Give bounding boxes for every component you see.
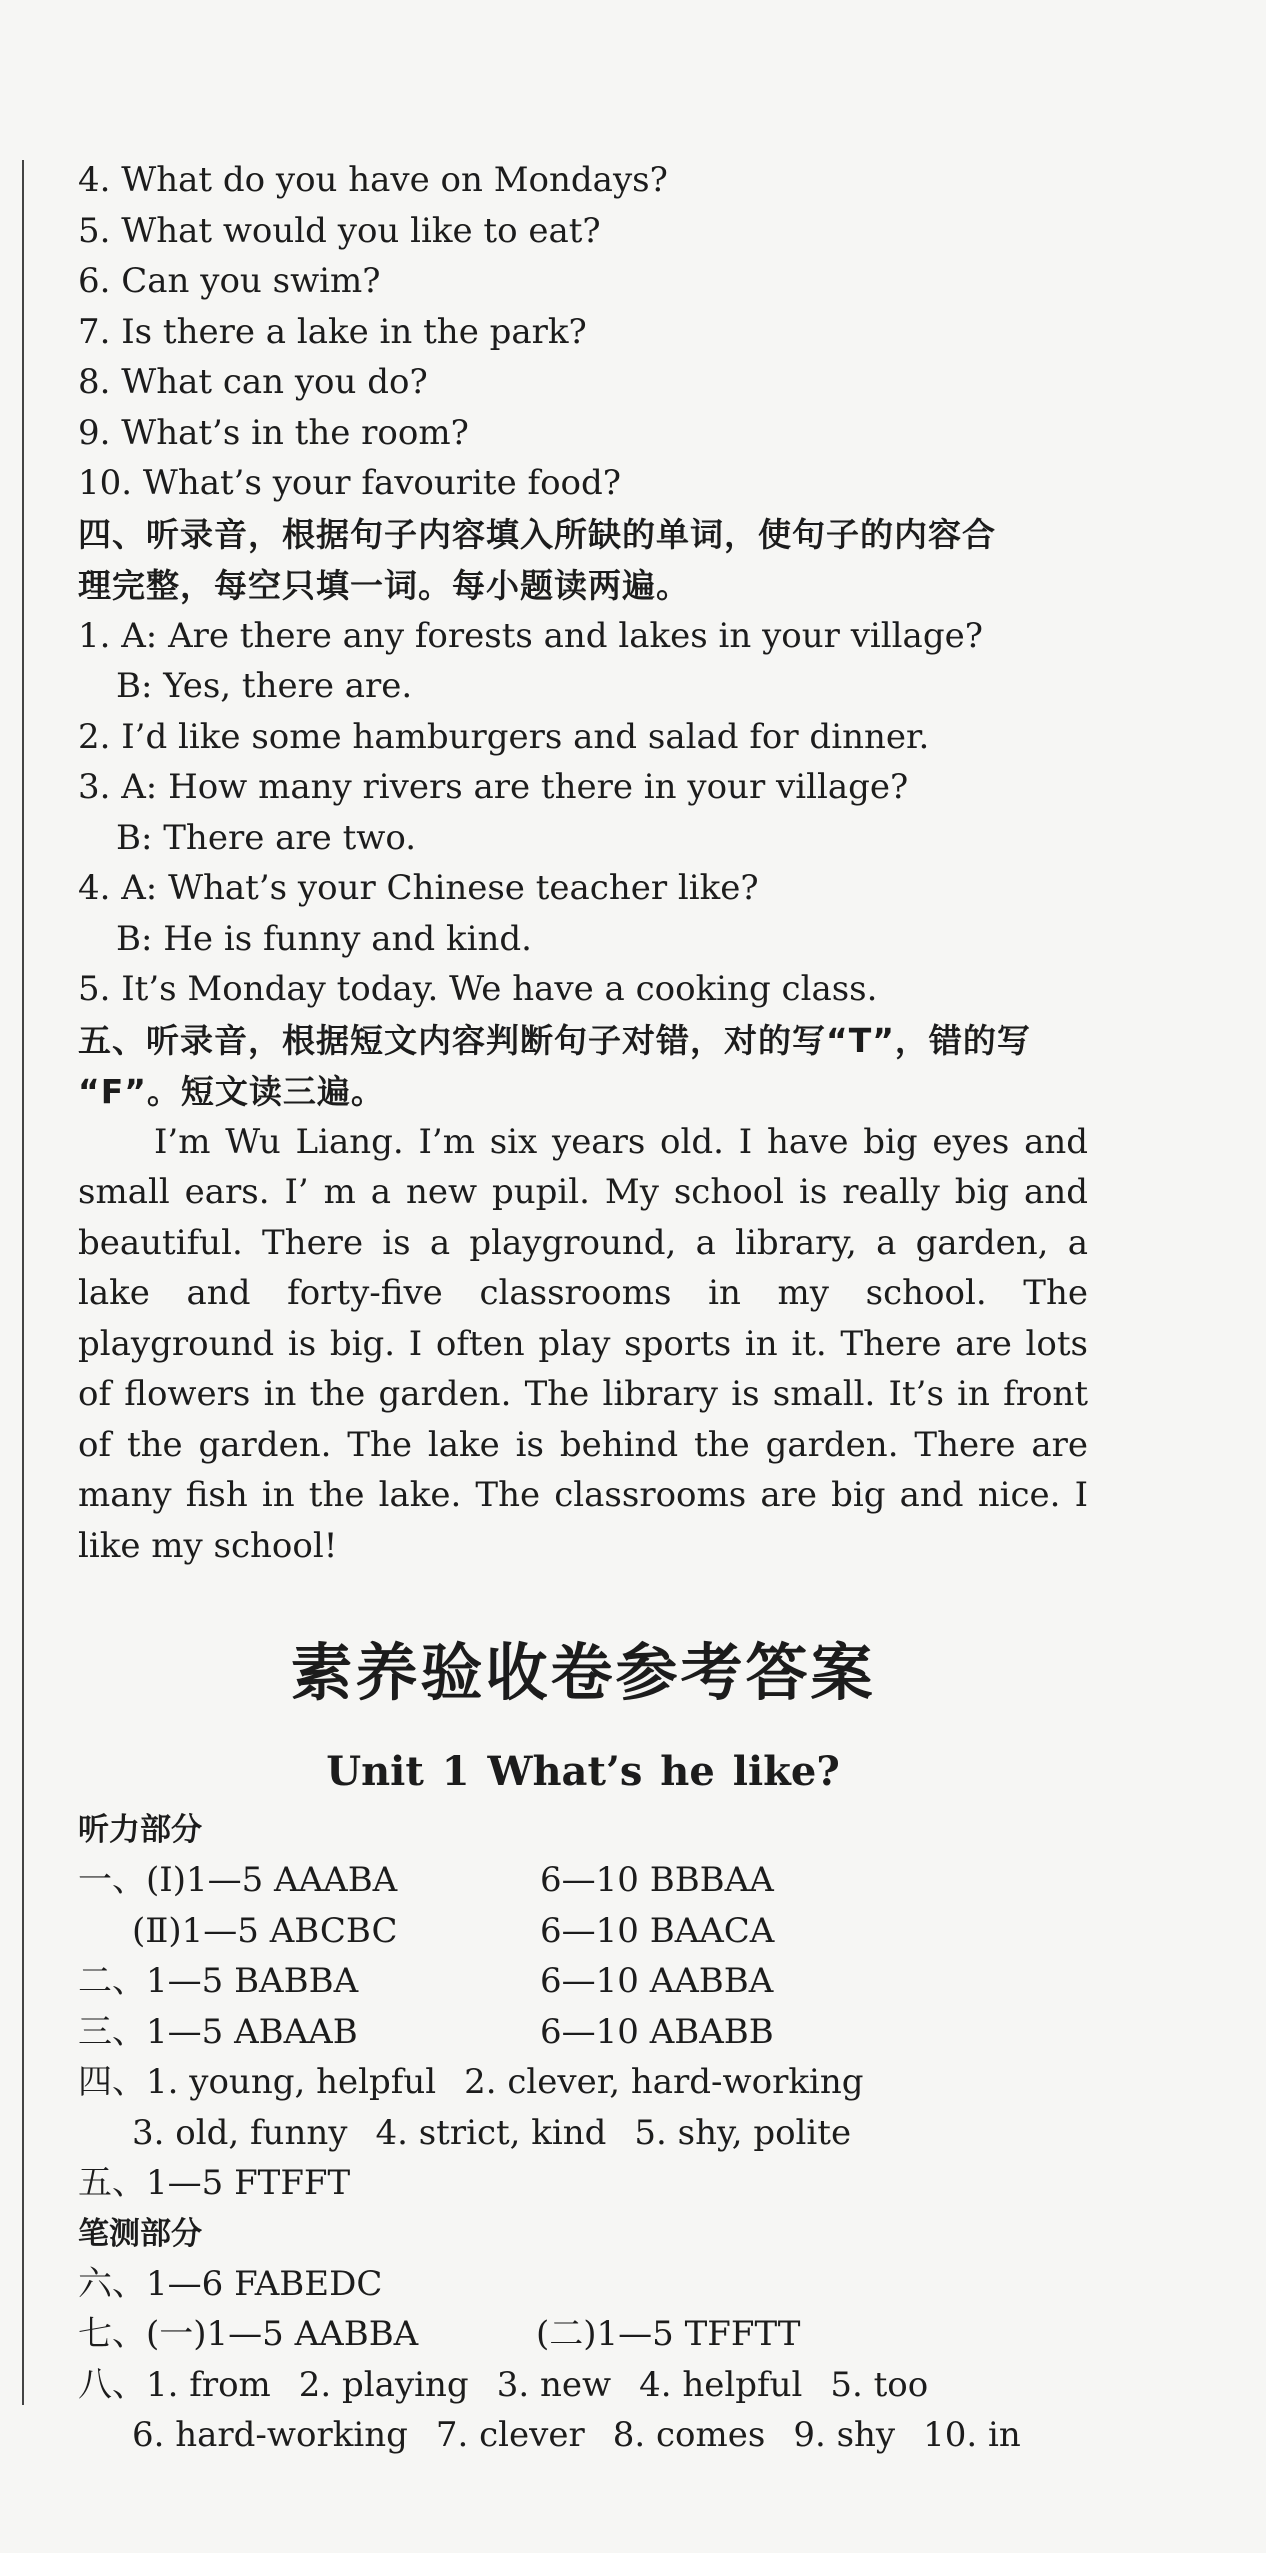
answer-item: 3. new — [496, 2364, 612, 2405]
answer-item: 五、1—5 FTFFT — [78, 2163, 351, 2203]
answer-left: 七、(一)1—5 AABBA — [78, 2314, 419, 2354]
answer-row — [78, 2309, 1088, 2360]
question-line: 7. Is there a lake in the park? — [78, 311, 587, 352]
answer-item: 六、1—6 FABEDC — [78, 2263, 383, 2304]
dialogue-line: 3. A: How many rivers are there in your village? — [78, 767, 909, 807]
margin-rule — [22, 160, 24, 2405]
dialogue-line: B: Yes, there are. — [116, 666, 413, 706]
unit-title: Unit 1 What’s he like? — [326, 1748, 840, 1795]
answer-item: 9. shy — [793, 2415, 896, 2455]
questions-list — [78, 155, 1088, 509]
answer-item: 2. playing — [298, 2364, 469, 2405]
answer-item: 7. clever — [435, 2415, 585, 2455]
answer-item: 2. clever, hard-working — [464, 2062, 864, 2102]
answer-item: 4. strict, kind — [375, 2112, 607, 2153]
answer-item: 6. hard-working — [132, 2415, 408, 2455]
answer-row — [78, 1906, 1088, 1957]
answer-right: 6—10 BAACA — [540, 1910, 775, 1951]
dialogue-line: 1. A: Are there any forests and lakes in your village? — [78, 615, 983, 656]
answer-row — [78, 1855, 1088, 1906]
answer-item: 八、1. from — [78, 2364, 271, 2405]
answer-left: 一、(Ⅰ)1—5 AAABA — [78, 1860, 398, 1900]
page-content — [78, 155, 1088, 2461]
answer-row — [78, 2057, 1088, 2108]
dialogue-line: B: He is funny and kind. — [116, 918, 532, 959]
written-part-label: 笔测部分 — [78, 2215, 202, 2252]
question-line: 6. Can you swim? — [78, 261, 381, 301]
listening-part-label: 听力部分 — [78, 1812, 202, 1848]
answer-item: 5. shy, polite — [634, 2112, 852, 2153]
section-5 — [78, 1015, 1088, 1572]
answer-item: 10. in — [923, 2415, 1021, 2455]
answer-right: 6—10 BBBAA — [540, 1860, 774, 1900]
question-line: 10. What’s your favourite food? — [78, 463, 622, 503]
section-4-heading-cont: 理完整，每空只填一词。每小题读两遍。 — [78, 565, 690, 605]
answer-row — [78, 2410, 1088, 2461]
answer-row — [78, 2360, 1088, 2411]
section-5-heading: 五、听录音，根据短文内容判断句子对错，对的写“T”，错的写 — [78, 1020, 1031, 1060]
answer-item: 3. old, funny — [132, 2112, 348, 2153]
question-line: 5. What would you like to eat? — [78, 210, 601, 251]
answer-right: (二)1—5 TFFTT — [536, 2314, 801, 2354]
section-4-heading: 四、听录音，根据句子内容填入所缺的单词，使句子的内容合 — [78, 514, 996, 554]
answer-item: 4. helpful — [639, 2364, 803, 2405]
answer-key-title: 素养验收卷参考答案 — [290, 1636, 876, 1709]
answer-left: (Ⅱ)1—5 ABCBC — [132, 1910, 398, 1951]
dialogue-line: 2. I’d like some hamburgers and salad for dinner. — [78, 716, 930, 757]
answer-item: 四、1. young, helpful — [78, 2062, 437, 2102]
answer-item: 5. too — [830, 2364, 929, 2405]
question-line: 8. What can you do? — [78, 362, 428, 402]
answer-row — [78, 1956, 1088, 2007]
answer-item: 8. comes — [612, 2415, 766, 2455]
question-line: 9. What’s in the room? — [78, 412, 469, 453]
answer-row — [78, 2158, 1088, 2209]
dialogue-line: 4. A: What’s your Chinese teacher like? — [78, 868, 759, 908]
answer-left: 二、1—5 BABBA — [78, 1961, 359, 2001]
question-line: 4. What do you have on Mondays? — [78, 160, 668, 200]
dialogue-line: 5. It’s Monday today. We have a cooking class. — [78, 969, 878, 1009]
passage: I’m Wu Liang. I’m six years old. I have big eyes and small ears. I’ m a new pupil. My school is really big and beautiful. There is a playground, a library, a garden, a lake and forty-five classrooms in my school. The playground is big. I often play sports in it. There are lots of flowers in the garden. The library is small. It’s in front of the garden. The lake is behind the garden. There are many fish in the lake. The classrooms are big and nice. I like my school! — [78, 1121, 1088, 1566]
answer-row — [78, 2007, 1088, 2058]
dialogue-line: B: There are two. — [116, 817, 417, 858]
answer-row — [78, 2108, 1088, 2159]
section-5-heading-cont: “F”。短文读三遍。 — [78, 1071, 385, 1111]
answer-left: 三、1—5 ABAAB — [78, 2011, 358, 2052]
answer-row — [78, 2259, 1088, 2310]
answer-right: 6—10 ABABB — [540, 2011, 774, 2052]
answer-right: 6—10 AABBA — [540, 1961, 774, 2001]
section-4 — [78, 509, 1088, 1015]
